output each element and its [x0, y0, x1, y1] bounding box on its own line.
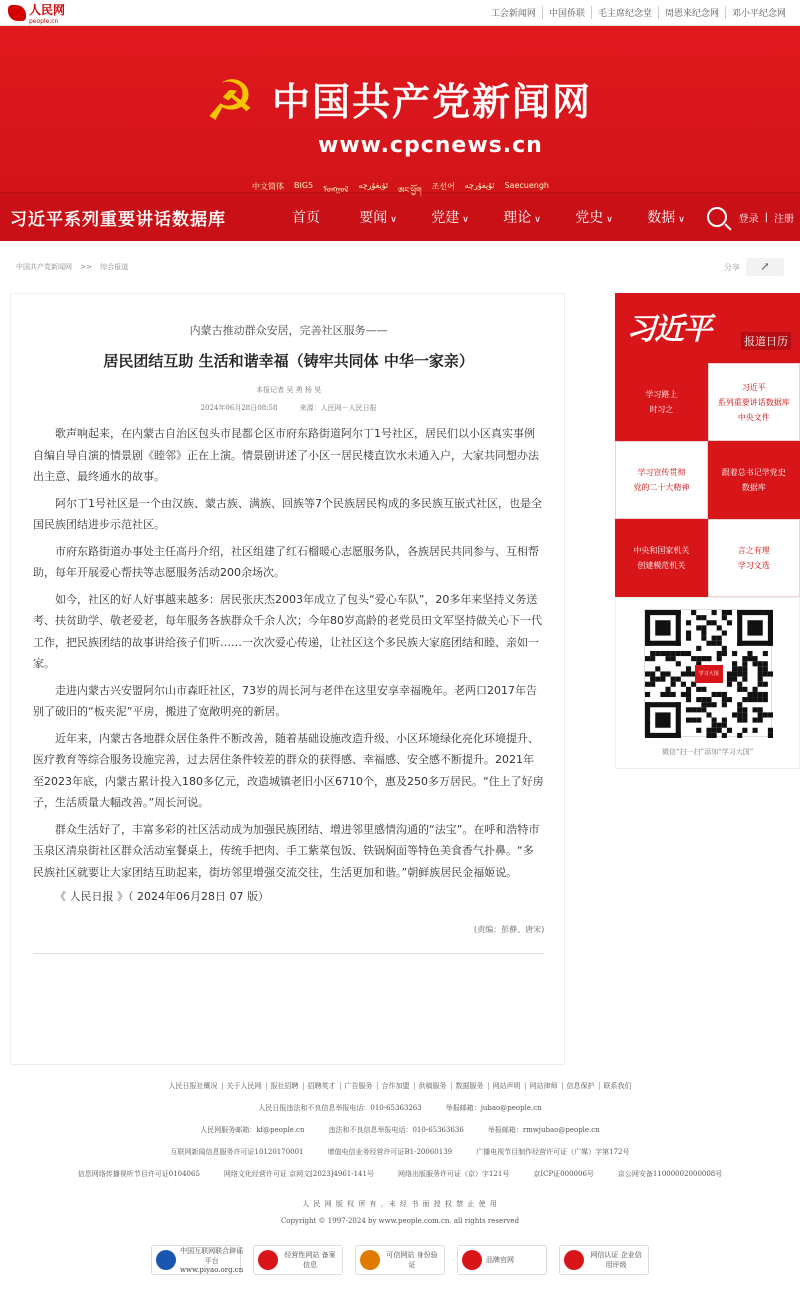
- language-link[interactable]: ᠮᠣᠩᠭᠣᠯ: [323, 185, 349, 194]
- chevron-down-icon: ∨: [462, 215, 469, 225]
- language-link[interactable]: Saecuengh: [504, 181, 549, 190]
- footer-info: 举报邮箱：jubao@people.cn: [445, 1104, 542, 1112]
- top-link[interactable]: 工会新闻网: [490, 9, 536, 19]
- footer-link[interactable]: 关于人民网: [222, 1082, 266, 1090]
- article-date: 2024年06月28日08:58: [200, 404, 278, 412]
- article-paragraph: 阿尔丁1号社区是一个由汉族、蒙古族、满族、回族等7个民族居民构成的多民族互嵌式社区，也是全国民族团结进步示范社区。: [33, 496, 542, 531]
- article-paragraph: 如今，社区的好人好事越来越多：居民张庆杰2003年成立了包头“爱心车队”，20多年来坚持义务送考、扶贫助学、敬老爱老，每年服务各族群众千余人次；今年80岁高龄的老党员田文军坚持做关心下一代工作，把民族团结的故事讲给孩子们听……一次次爱心传递，让社区这个多民族大家庭团结和睦、亲如一家。: [33, 592, 542, 670]
- footer-info: 京ICP证000006号: [533, 1170, 594, 1178]
- breadcrumb-sep: >>: [80, 263, 92, 271]
- sidebar: [615, 293, 800, 1065]
- qr-caption: 微信“扫一扫”添加“学习大国”: [661, 748, 754, 756]
- nav-item-label: 首页: [292, 210, 320, 226]
- qr-box: [615, 597, 800, 769]
- footer-link[interactable]: 信息保护: [562, 1082, 599, 1090]
- nav-item[interactable]: [630, 207, 702, 227]
- search-icon[interactable]: [707, 207, 727, 227]
- top-link[interactable]: 周恩来纪念网: [658, 6, 725, 19]
- share-label: 分享: [724, 262, 740, 272]
- login-link[interactable]: 登录: [738, 213, 759, 225]
- badge-label: 经营性网站 备案信息: [284, 1251, 336, 1269]
- content-area: [0, 293, 800, 1065]
- sidebar-tile[interactable]: 跟着总书记学党史 数据库: [708, 441, 800, 519]
- footer-link[interactable]: 网站声明: [488, 1082, 525, 1090]
- nav-item-label: 党史: [575, 210, 604, 226]
- footer-info: 增值电信业务经营许可证B1-20060139: [327, 1148, 453, 1156]
- qr-center-label: 学习大国: [695, 665, 723, 683]
- nav-item[interactable]: [414, 207, 486, 227]
- footer-info: 网络文化经营许可证 京网文[2023]4961-141号: [223, 1170, 374, 1178]
- footer-info: 举报邮箱：rmwjubao@people.cn: [487, 1126, 600, 1134]
- top-link[interactable]: 毛主席纪念堂: [591, 6, 658, 19]
- chevron-down-icon: ∨: [606, 215, 613, 225]
- nav-item-label: 党建: [431, 210, 460, 226]
- trust-badge[interactable]: [151, 1245, 244, 1275]
- register-link[interactable]: 注册: [774, 213, 794, 225]
- nav-item-label: 数据: [647, 210, 676, 226]
- article-headline: 居民团结互助 生活和谐幸福（铸牢共同体 中华一家亲）: [103, 352, 474, 370]
- footer-link[interactable]: 报社招聘: [266, 1082, 303, 1090]
- chevron-down-icon: ∨: [534, 215, 541, 225]
- report-calendar-banner[interactable]: [615, 293, 800, 363]
- footer-row: [0, 1125, 800, 1135]
- nav-item-label: 要闻: [359, 210, 388, 226]
- article-paragraph: 近年来，内蒙古各地群众居住条件不断改善，随着基础设施改造升级、小区环境绿化亮化环境提升、医疗教育等综合服务设施完善，过去居住条件较差的群众的获得感、幸福感、安全感不断提升。2021年至2023年底，内蒙古累计投入180多亿元，改造城镇老旧小区6710个，惠及250多万居民。“住上了好房子，生活质量大幅改善。”周长河说。: [33, 731, 544, 809]
- footer-link[interactable]: 供稿服务: [414, 1082, 451, 1090]
- top-links: [485, 6, 792, 19]
- top-bar: [0, 0, 800, 26]
- article-paragraph: 群众生活好了，丰富多彩的社区活动成为加强民族团结、增进邻里感情沟通的“法宝”。在呼和浩特市玉泉区清泉街社区群众活动室餐桌上，传统手把肉、手工紫菜包饭、铁锅焖面等特色美食香气扑鼻。“多民族社区就要让大家团结互助起来，街坊邻里增强交流交往，生活更加和谐。”朝鲜族居民金福姬说。: [33, 822, 540, 879]
- footer-info: 互联网新闻信息服务许可证10120170001: [170, 1148, 304, 1156]
- language-link[interactable]: ئۇيغۇرچە: [464, 181, 495, 190]
- breadcrumb-row: [0, 241, 800, 293]
- language-link[interactable]: ཨང་ཕྱོག: [398, 186, 422, 195]
- people-logo-icon: [8, 5, 26, 21]
- badge-icon: [258, 1250, 278, 1270]
- article-source[interactable]: 来源：人民网－人民日报: [299, 404, 377, 412]
- badge-icon: [156, 1250, 176, 1270]
- footer-row: [0, 1147, 800, 1157]
- language-link[interactable]: ئۇيغۇرچە: [358, 181, 389, 190]
- trust-badge[interactable]: [457, 1245, 547, 1275]
- footer-info: 违法和不良信息举报电话：010-65363636: [328, 1126, 464, 1134]
- top-link[interactable]: 中国侨联: [542, 6, 591, 19]
- article-subhead: 内蒙古推动群众安居，完善社区服务——: [189, 324, 388, 337]
- sidebar-tile[interactable]: 学习路上 时习之: [615, 363, 707, 441]
- badge-label: 品牌官网: [486, 1256, 514, 1264]
- article-editor: (责编：彭静、唐宋): [474, 925, 545, 934]
- sidebar-tile-grid: [615, 363, 800, 597]
- copyright: 人 民 网 版 权 所 有 ，未 经 书 面 授 权 禁 止 使 用: [302, 1200, 498, 1208]
- language-link[interactable]: 中文简体: [252, 182, 284, 191]
- nav-item[interactable]: [342, 207, 414, 227]
- nav-divider: |: [764, 211, 768, 223]
- nav-item[interactable]: [558, 207, 630, 227]
- sidebar-tile[interactable]: 言之有理 学习文选: [708, 519, 800, 597]
- sidebar-tile[interactable]: 中央和国家机关 创建模范机关: [615, 519, 707, 597]
- article-divider: [33, 953, 544, 954]
- footer: [0, 1081, 800, 1275]
- footer-rows: [0, 1103, 800, 1179]
- share-icon[interactable]: ↗: [746, 258, 784, 276]
- footer-link[interactable]: 人民日报社概况: [168, 1082, 218, 1090]
- article-paragraph: 市府东路街道办事处主任高丹介绍，社区组建了红石榴暖心志愿服务队，各族居民共同参与、互相帮助，每年开展爱心帮扶等志愿服务活动200余场次。: [33, 544, 539, 579]
- footer-link[interactable]: 合作加盟: [377, 1082, 414, 1090]
- people-logo-sub: people.cn: [29, 17, 59, 25]
- trust-badge[interactable]: [355, 1245, 445, 1275]
- footer-info: 人民网服务邮箱：kf@people.cn: [200, 1126, 305, 1134]
- language-links: [252, 181, 549, 204]
- site-url: www.cpcnews.cn: [318, 133, 543, 158]
- badge-icon: [564, 1250, 584, 1270]
- footer-row: [0, 1169, 800, 1179]
- chevron-down-icon: ∨: [678, 215, 685, 225]
- badge-label: 网信认证 企业信用评级: [590, 1251, 642, 1269]
- nav-item[interactable]: [270, 207, 342, 227]
- top-link[interactable]: 邓小平纪念网: [725, 6, 792, 19]
- footer-info: 广播电视节目制作经营许可证（广媒）字第172号: [476, 1148, 630, 1156]
- footer-link[interactable]: 网站律师: [525, 1082, 562, 1090]
- footer-info: 信息网络传播视听节目许可证0104065: [77, 1170, 200, 1178]
- nav-brand[interactable]: 习近平系列重要讲话数据库: [10, 209, 226, 230]
- article-byline: 本报记者 吴 勇 杨 昊: [256, 386, 322, 394]
- sidebar-tile[interactable]: 学习宣传贯彻 党的二十大精神: [615, 441, 707, 519]
- chevron-down-icon: ∨: [390, 215, 397, 225]
- language-link[interactable]: 조선어: [431, 182, 455, 191]
- article-paragraph: 走进内蒙古兴安盟阿尔山市森旺社区，73岁的周长河与老伴在这里安享幸福晚年。老两口2017年告别了破旧的“板夹泥”平房，搬进了宽敞明亮的新居。: [33, 683, 537, 718]
- trust-badge[interactable]: [559, 1245, 649, 1275]
- article: [10, 293, 565, 1065]
- article-paragraph: 歌声响起来，在内蒙古自治区包头市昆都仑区市府东路街道阿尔丁1号社区，居民们以小区真实事例自编自导自演的情景剧《睦邻》正在上演。情景剧讲述了小区一居民楼直饮水未通入户，大家共同想办法出主意、最终通水的故事。: [33, 427, 539, 483]
- nav-items: [270, 207, 707, 227]
- party-emblem-icon: ☭: [204, 69, 256, 134]
- footer-info: 人民日报违法和不良信息举报电话：010-65363263: [258, 1104, 422, 1112]
- people-logo-text: 人民网: [29, 2, 66, 17]
- calendar-sub: 报道日历: [741, 332, 791, 350]
- footer-row: [0, 1103, 800, 1113]
- footer-link[interactable]: 招聘英才: [303, 1082, 340, 1090]
- sidebar-tile[interactable]: 习近平 系列重要讲话数据库 中央文件: [708, 363, 800, 441]
- language-link[interactable]: BIG5: [294, 181, 314, 190]
- breadcrumb-section[interactable]: 综合报道: [100, 263, 129, 271]
- site-title[interactable]: 中国共产党新闻网: [272, 80, 593, 124]
- nav-item-label: 理论: [503, 210, 532, 226]
- nav-right: [707, 207, 800, 227]
- breadcrumb-home[interactable]: 中国共产党新闻网: [16, 263, 72, 271]
- people-logo[interactable]: [8, 1, 65, 25]
- badge-icon: [462, 1250, 482, 1270]
- print-source: 《 人民日报 》（ 2024年06月28日 07 版）: [55, 890, 269, 903]
- trust-badge[interactable]: [253, 1245, 343, 1275]
- calendar-name: 习近平: [626, 312, 711, 347]
- footer-links: [0, 1081, 800, 1091]
- badge-label: 可信网站 身份验证: [386, 1251, 438, 1269]
- footer-badges: [0, 1245, 800, 1275]
- badge-icon: [360, 1250, 380, 1270]
- footer-link[interactable]: 数据服务: [451, 1082, 488, 1090]
- copyright-en: Copyright © 1997-2024 by www.people.com.cn. all rights reserved: [280, 1217, 520, 1225]
- article-body: [33, 423, 544, 883]
- share-area: [724, 258, 784, 276]
- site-banner: [0, 26, 800, 195]
- footer-info: 京公网安备11000002000008号: [617, 1170, 723, 1178]
- article-meta: [33, 403, 544, 413]
- footer-info: 网络出版服务许可证（京）字121号: [397, 1170, 510, 1178]
- qr-code: [644, 609, 772, 737]
- footer-link[interactable]: 联系我们: [599, 1082, 636, 1090]
- breadcrumb: [16, 262, 128, 272]
- footer-link[interactable]: 广告服务: [340, 1082, 377, 1090]
- nav-item[interactable]: [486, 207, 558, 227]
- badge-label: 中国互联网联合辟谣平台 www.piyao.org.cn: [180, 1247, 244, 1274]
